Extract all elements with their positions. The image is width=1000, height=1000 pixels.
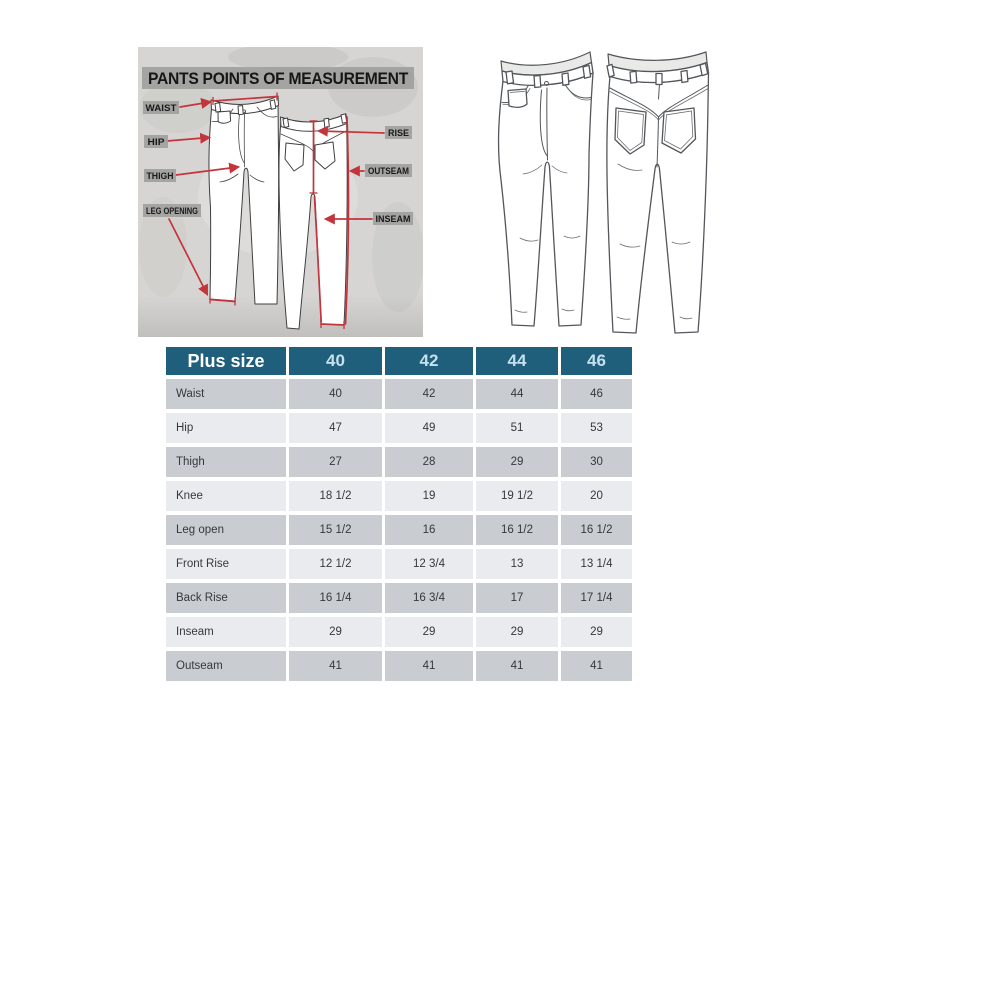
size-value: 44: [476, 379, 558, 409]
size-value: 13 1/4: [561, 549, 632, 579]
row-label: Leg open: [166, 515, 286, 545]
label-waist: [143, 101, 179, 114]
size-column-header-40: 40: [289, 347, 382, 375]
size-column-header-42: 42: [385, 347, 473, 375]
size-chart-table: [163, 343, 635, 685]
size-value: 51: [476, 413, 558, 443]
size-column-header-46: 46: [561, 347, 632, 375]
label-outseam: [365, 164, 412, 177]
row-label: Front Rise: [166, 549, 286, 579]
size-value: 29: [561, 617, 632, 647]
label-rise: [385, 126, 412, 139]
size-column-header-44: 44: [476, 347, 558, 375]
row-label: Knee: [166, 481, 286, 511]
inseam-label: INSEAM: [375, 214, 411, 224]
size-value: 15 1/2: [289, 515, 382, 545]
outseam-label: OUTSEAM: [368, 166, 409, 176]
label-thigh: [144, 169, 176, 182]
label-inseam: [373, 212, 413, 225]
table-row-leg-open: [166, 515, 632, 545]
table-row-waist: [166, 379, 632, 409]
row-label: Hip: [166, 413, 286, 443]
table-header-row: [166, 347, 632, 375]
size-value: 18 1/2: [289, 481, 382, 511]
size-value: 13: [476, 549, 558, 579]
table-row-knee: [166, 481, 632, 511]
size-value: 42: [385, 379, 473, 409]
size-value: 27: [289, 447, 382, 477]
size-value: 41: [289, 651, 382, 681]
diagram-title-text: PANTS POINTS OF MEASUREMENT: [148, 69, 409, 88]
size-value: 29: [289, 617, 382, 647]
table-row-inseam: [166, 617, 632, 647]
size-value: 47: [289, 413, 382, 443]
rise-label: RISE: [388, 128, 409, 138]
size-value: 40: [289, 379, 382, 409]
size-value: 16 1/2: [476, 515, 558, 545]
table-title-cell: Plus size: [166, 347, 286, 375]
label-hip: [144, 135, 168, 148]
size-value: 16: [385, 515, 473, 545]
leg-opening-label: LEG OPENING: [146, 206, 198, 216]
size-value: 49: [385, 413, 473, 443]
table-row-outseam: [166, 651, 632, 681]
table-row-hip: [166, 413, 632, 443]
size-value: 16 3/4: [385, 583, 473, 613]
row-label: Thigh: [166, 447, 286, 477]
size-value: 16 1/2: [561, 515, 632, 545]
size-value: 28: [385, 447, 473, 477]
label-leg-opening: [143, 204, 201, 217]
hip-label: HIP: [147, 137, 165, 147]
size-value: 30: [561, 447, 632, 477]
size-value: 17: [476, 583, 558, 613]
size-value: 12 1/2: [289, 549, 382, 579]
table-row-back-rise: [166, 583, 632, 613]
size-value: 16 1/4: [289, 583, 382, 613]
diagram-title: [142, 67, 414, 89]
table-row-thigh: [166, 447, 632, 477]
size-value: 19: [385, 481, 473, 511]
row-label: Inseam: [166, 617, 286, 647]
size-value: 17 1/4: [561, 583, 632, 613]
size-value: 29: [385, 617, 473, 647]
row-label: Waist: [166, 379, 286, 409]
table-row-front-rise: [166, 549, 632, 579]
jeans-back-sketch: [607, 52, 709, 333]
measurement-diagram: [138, 47, 423, 337]
thigh-label: THIGH: [146, 171, 174, 181]
size-value: 20: [561, 481, 632, 511]
size-value: 41: [561, 651, 632, 681]
row-label: Outseam: [166, 651, 286, 681]
size-value: 29: [476, 447, 558, 477]
size-value: 29: [476, 617, 558, 647]
jeans-flat-sketch: [478, 42, 722, 342]
row-label: Back Rise: [166, 583, 286, 613]
size-value: 53: [561, 413, 632, 443]
size-value: 12 3/4: [385, 549, 473, 579]
waist-label: WAIST: [145, 103, 178, 113]
jeans-front-sketch: [499, 52, 593, 326]
size-value: 41: [385, 651, 473, 681]
size-value: 41: [476, 651, 558, 681]
size-value: 46: [561, 379, 632, 409]
size-value: 19 1/2: [476, 481, 558, 511]
